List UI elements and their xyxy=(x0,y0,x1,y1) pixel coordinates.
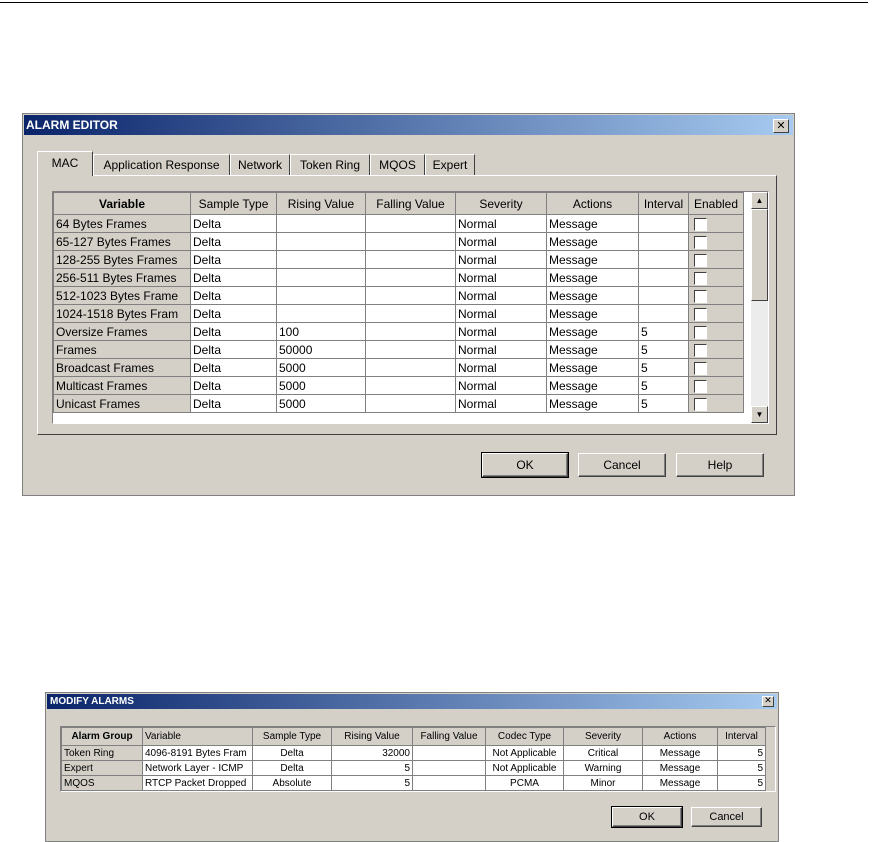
falling-value-cell[interactable] xyxy=(413,761,486,776)
modify-alarms-title: MODIFY ALARMS xyxy=(50,696,134,707)
enabled-checkbox[interactable] xyxy=(694,308,707,321)
variable-cell[interactable]: Frames xyxy=(54,341,191,359)
actions-cell[interactable]: Message xyxy=(643,761,718,776)
table-row[interactable] xyxy=(54,251,744,269)
rising-value-cell[interactable] xyxy=(277,251,366,269)
column-header-falling-value[interactable]: Falling Value xyxy=(366,193,456,215)
enabled-cell xyxy=(689,377,744,395)
actions-cell[interactable]: Message xyxy=(547,395,639,413)
enabled-checkbox[interactable] xyxy=(694,236,707,249)
table-row[interactable] xyxy=(62,776,766,791)
actions-cell[interactable]: Message xyxy=(547,323,639,341)
falling-value-cell[interactable] xyxy=(366,233,456,251)
falling-value-cell[interactable] xyxy=(366,215,456,233)
table-row[interactable] xyxy=(54,395,744,413)
tab-expert[interactable]: Expert xyxy=(425,154,475,175)
severity-cell[interactable]: Minor xyxy=(564,776,643,791)
column-header-severity[interactable]: Severity xyxy=(456,193,547,215)
alarm-editor-titlebar xyxy=(24,115,793,135)
column-header-interval[interactable]: Interval xyxy=(639,193,689,215)
variable-cell[interactable]: 64 Bytes Frames xyxy=(54,215,191,233)
rising-value-cell[interactable]: 5 xyxy=(332,761,413,776)
rising-value-cell[interactable]: 5 xyxy=(332,776,413,791)
codec-type-cell[interactable]: PCMA xyxy=(486,776,564,791)
severity-cell[interactable]: Normal xyxy=(456,341,547,359)
tab-network[interactable]: Network xyxy=(230,154,290,175)
table-row[interactable] xyxy=(54,215,744,233)
column-header-interval[interactable]: Interval xyxy=(718,728,766,746)
sample-type-cell[interactable]: Delta xyxy=(191,305,277,323)
falling-value-cell[interactable] xyxy=(366,395,456,413)
variable-cell[interactable]: 4096-8191 Bytes Fram xyxy=(143,746,253,761)
enabled-checkbox[interactable] xyxy=(694,272,707,285)
severity-cell[interactable]: Normal xyxy=(456,287,547,305)
variable-cell[interactable]: 512-1023 Bytes Frame xyxy=(54,287,191,305)
interval-cell[interactable]: 5 xyxy=(718,746,766,761)
rising-value-cell[interactable] xyxy=(277,305,366,323)
alarm-table xyxy=(53,192,744,413)
column-header-actions[interactable]: Actions xyxy=(547,193,639,215)
close-icon[interactable]: ✕ xyxy=(762,696,774,707)
enabled-cell xyxy=(689,359,744,377)
interval-cell[interactable]: 5 xyxy=(639,359,689,377)
page-top-rule xyxy=(0,2,868,3)
table-row[interactable] xyxy=(62,761,766,776)
enabled-checkbox[interactable] xyxy=(694,254,707,267)
severity-cell[interactable]: Normal xyxy=(456,233,547,251)
alarm-group-cell[interactable]: Token Ring xyxy=(62,746,143,761)
tab-application-response[interactable]: Application Response xyxy=(93,154,230,175)
table-row[interactable] xyxy=(54,269,744,287)
enabled-cell xyxy=(689,305,744,323)
alarm-grid xyxy=(52,191,769,424)
enabled-cell xyxy=(689,287,744,305)
alarm-table-header xyxy=(54,193,744,215)
severity-cell[interactable]: Normal xyxy=(456,305,547,323)
falling-value-cell[interactable] xyxy=(366,251,456,269)
enabled-cell xyxy=(689,215,744,233)
actions-cell[interactable]: Message xyxy=(547,305,639,323)
falling-value-cell[interactable] xyxy=(366,323,456,341)
severity-cell[interactable]: Critical xyxy=(564,746,643,761)
interval-cell[interactable]: 5 xyxy=(718,761,766,776)
severity-cell[interactable]: Normal xyxy=(456,323,547,341)
interval-cell[interactable]: 5 xyxy=(639,395,689,413)
enabled-cell xyxy=(689,395,744,413)
interval-cell[interactable] xyxy=(639,269,689,287)
enabled-cell xyxy=(689,233,744,251)
variable-cell[interactable]: Broadcast Frames xyxy=(54,359,191,377)
sample-type-cell[interactable]: Delta xyxy=(253,746,332,761)
enabled-checkbox[interactable] xyxy=(694,290,707,303)
rising-value-cell[interactable]: 5000 xyxy=(277,359,366,377)
actions-cell[interactable]: Message xyxy=(547,377,639,395)
table-row[interactable] xyxy=(54,233,744,251)
table-row[interactable] xyxy=(54,377,744,395)
cancel-button[interactable]: Cancel xyxy=(578,453,666,477)
rising-value-cell[interactable]: 50000 xyxy=(277,341,366,359)
modify-alarms-window xyxy=(45,692,779,842)
variable-cell[interactable]: 256-511 Bytes Frames xyxy=(54,269,191,287)
alarm-group-cell[interactable]: MQOS xyxy=(62,776,143,791)
variable-cell[interactable]: Oversize Frames xyxy=(54,323,191,341)
scroll-down-icon[interactable]: ▼ xyxy=(751,406,768,423)
tab-mqos[interactable]: MQOS xyxy=(370,154,425,175)
column-header-falling-value[interactable]: Falling Value xyxy=(413,728,486,746)
enabled-cell xyxy=(689,269,744,287)
column-header-actions[interactable]: Actions xyxy=(643,728,718,746)
alarm-group-cell[interactable]: Expert xyxy=(62,761,143,776)
actions-cell[interactable]: Message xyxy=(643,746,718,761)
actions-cell[interactable]: Message xyxy=(547,341,639,359)
interval-cell[interactable] xyxy=(639,251,689,269)
column-header-rising-value[interactable]: Rising Value xyxy=(277,193,366,215)
falling-value-cell[interactable] xyxy=(366,269,456,287)
ok-button[interactable]: OK xyxy=(482,453,568,477)
alarm-editor-title: ALARM EDITOR xyxy=(26,118,118,132)
sample-type-cell[interactable]: Delta xyxy=(191,233,277,251)
cancel-button[interactable]: Cancel xyxy=(691,807,762,827)
interval-cell[interactable]: 5 xyxy=(718,776,766,791)
modify-alarms-titlebar xyxy=(47,694,777,709)
variable-cell[interactable]: Unicast Frames xyxy=(54,395,191,413)
falling-value-cell[interactable] xyxy=(413,746,486,761)
column-header-variable[interactable]: Variable xyxy=(54,193,191,215)
severity-cell[interactable]: Normal xyxy=(456,359,547,377)
sample-type-cell[interactable]: Delta xyxy=(191,395,277,413)
column-header-sample-type[interactable]: Sample Type xyxy=(253,728,332,746)
sample-type-cell[interactable]: Delta xyxy=(191,377,277,395)
help-button[interactable]: Help xyxy=(676,453,764,477)
rising-value-cell[interactable]: 32000 xyxy=(332,746,413,761)
column-header-rising-value[interactable]: Rising Value xyxy=(332,728,413,746)
codec-type-cell[interactable]: Not Applicable xyxy=(486,761,564,776)
column-header-codec-type[interactable]: Codec Type xyxy=(486,728,564,746)
table-row[interactable] xyxy=(54,323,744,341)
column-header-alarm-group[interactable]: Alarm Group xyxy=(62,728,143,746)
variable-cell[interactable]: RTCP Packet Dropped xyxy=(143,776,253,791)
table-row[interactable] xyxy=(54,287,744,305)
modify-alarms-header xyxy=(62,728,766,746)
ok-button[interactable]: OK xyxy=(612,807,682,827)
enabled-checkbox[interactable] xyxy=(694,380,707,393)
sample-type-cell[interactable]: Delta xyxy=(191,215,277,233)
sample-type-cell[interactable]: Delta xyxy=(191,251,277,269)
falling-value-cell[interactable] xyxy=(366,305,456,323)
sample-type-cell[interactable]: Absolute xyxy=(253,776,332,791)
sample-type-cell[interactable]: Delta xyxy=(191,341,277,359)
rising-value-cell[interactable]: 100 xyxy=(277,323,366,341)
enabled-checkbox[interactable] xyxy=(694,326,707,339)
interval-cell[interactable]: 5 xyxy=(639,341,689,359)
column-header-enabled[interactable]: Enabled xyxy=(689,193,744,215)
rising-value-cell[interactable] xyxy=(277,233,366,251)
table-row[interactable] xyxy=(54,359,744,377)
severity-cell[interactable]: Normal xyxy=(456,395,547,413)
close-icon[interactable]: ✕ xyxy=(773,119,789,133)
sample-type-cell[interactable]: Delta xyxy=(191,323,277,341)
variable-cell[interactable]: 128-255 Bytes Frames xyxy=(54,251,191,269)
actions-cell[interactable]: Message xyxy=(547,287,639,305)
enabled-cell xyxy=(689,323,744,341)
enabled-checkbox[interactable] xyxy=(694,218,707,231)
mac-tab-panel xyxy=(37,175,777,435)
rising-value-cell[interactable] xyxy=(277,287,366,305)
actions-cell[interactable]: Message xyxy=(547,359,639,377)
tab-token-ring[interactable]: Token Ring xyxy=(290,154,370,175)
table-row[interactable] xyxy=(62,746,766,761)
sample-type-cell[interactable]: Delta xyxy=(191,287,277,305)
column-header-sample-type[interactable]: Sample Type xyxy=(191,193,277,215)
codec-type-cell[interactable]: Not Applicable xyxy=(486,746,564,761)
alarm-editor-window xyxy=(22,113,795,496)
interval-cell[interactable] xyxy=(639,287,689,305)
actions-cell[interactable]: Message xyxy=(547,269,639,287)
enabled-checkbox[interactable] xyxy=(694,362,707,375)
sample-type-cell[interactable]: Delta xyxy=(191,269,277,287)
falling-value-cell[interactable] xyxy=(366,287,456,305)
rising-value-cell[interactable]: 5000 xyxy=(277,395,366,413)
enabled-checkbox[interactable] xyxy=(694,344,707,357)
column-header-variable[interactable]: Variable xyxy=(143,728,253,746)
severity-cell[interactable]: Normal xyxy=(456,215,547,233)
sample-type-cell[interactable]: Delta xyxy=(191,359,277,377)
rising-value-cell[interactable] xyxy=(277,269,366,287)
variable-cell[interactable]: Network Layer - ICMP xyxy=(143,761,253,776)
interval-cell[interactable]: 5 xyxy=(639,323,689,341)
sample-type-cell[interactable]: Delta xyxy=(253,761,332,776)
table-row[interactable] xyxy=(54,305,744,323)
scrollbar-thumb[interactable] xyxy=(751,209,768,301)
variable-cell[interactable]: 65-127 Bytes Frames xyxy=(54,233,191,251)
falling-value-cell[interactable] xyxy=(366,359,456,377)
falling-value-cell[interactable] xyxy=(413,776,486,791)
tab-mac[interactable]: MAC xyxy=(37,151,93,176)
vertical-scrollbar[interactable] xyxy=(751,192,768,423)
actions-cell[interactable]: Message xyxy=(643,776,718,791)
rising-value-cell[interactable]: 5000 xyxy=(277,377,366,395)
modify-alarms-grid xyxy=(60,726,776,792)
severity-cell[interactable]: Normal xyxy=(456,269,547,287)
rising-value-cell[interactable] xyxy=(277,215,366,233)
scroll-up-icon[interactable]: ▲ xyxy=(751,192,768,209)
interval-cell[interactable] xyxy=(639,305,689,323)
interval-cell[interactable] xyxy=(639,233,689,251)
interval-cell[interactable] xyxy=(639,215,689,233)
enabled-cell xyxy=(689,341,744,359)
column-header-severity[interactable]: Severity xyxy=(564,728,643,746)
table-row[interactable] xyxy=(54,341,744,359)
falling-value-cell[interactable] xyxy=(366,341,456,359)
enabled-checkbox[interactable] xyxy=(694,398,707,411)
variable-cell[interactable]: Multicast Frames xyxy=(54,377,191,395)
actions-cell[interactable]: Message xyxy=(547,251,639,269)
falling-value-cell[interactable] xyxy=(366,377,456,395)
variable-cell[interactable]: 1024-1518 Bytes Fram xyxy=(54,305,191,323)
severity-cell[interactable]: Normal xyxy=(456,377,547,395)
severity-cell[interactable]: Warning xyxy=(564,761,643,776)
modify-alarms-table xyxy=(61,727,766,791)
interval-cell[interactable]: 5 xyxy=(639,377,689,395)
enabled-cell xyxy=(689,251,744,269)
actions-cell[interactable]: Message xyxy=(547,215,639,233)
actions-cell[interactable]: Message xyxy=(547,233,639,251)
severity-cell[interactable]: Normal xyxy=(456,251,547,269)
